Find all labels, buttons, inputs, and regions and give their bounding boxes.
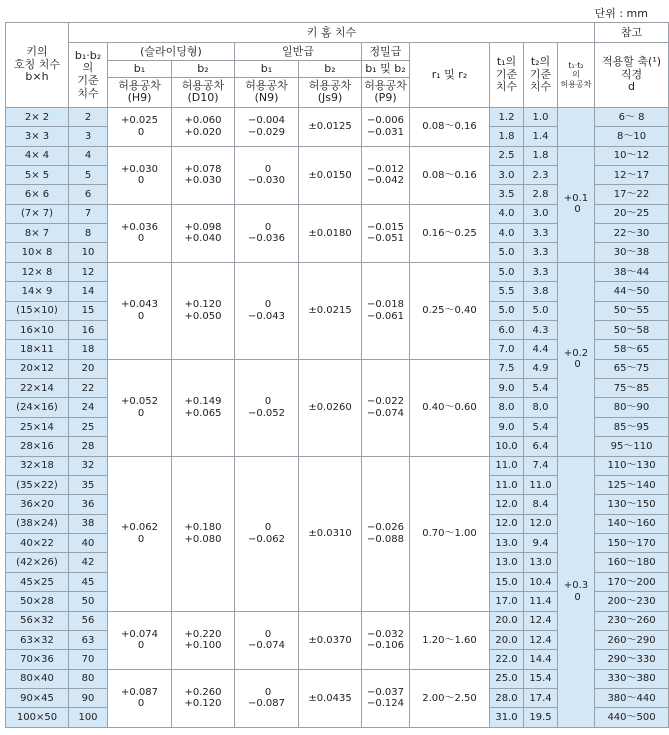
cell-tol-js9: ±0.0260 <box>299 359 362 456</box>
cell-b-basic: 70 <box>69 650 108 669</box>
cell-nominal: 28×16 <box>6 437 69 456</box>
cell-nominal: 70×36 <box>6 650 69 669</box>
cell-tol-js9: ±0.0180 <box>299 204 362 262</box>
cell-b-basic: 22 <box>69 379 108 398</box>
cell-nominal: 18×11 <box>6 340 69 359</box>
cell-tol-d10: +0.180 +0.080 <box>172 456 235 611</box>
cell-b-basic: 16 <box>69 320 108 339</box>
cell-shaft-diameter: 140～160 <box>595 514 669 533</box>
cell-tol-n9: 0 −0.052 <box>235 359 299 456</box>
cell-t1-basic: 4.0 <box>490 204 524 223</box>
cell-t2-basic: 2.3 <box>524 165 558 184</box>
cell-t1-basic: 17.0 <box>490 592 524 611</box>
cell-tol-js9: ±0.0310 <box>299 456 362 611</box>
cell-b-basic: 28 <box>69 437 108 456</box>
cell-t2-basic: 15.4 <box>524 669 558 688</box>
cell-b-basic: 45 <box>69 572 108 591</box>
cell-t1-basic: 22.0 <box>490 650 524 669</box>
cell-b-basic: 7 <box>69 204 108 223</box>
cell-b-basic: 6 <box>69 185 108 204</box>
cell-tol-n9: 0 −0.043 <box>235 262 299 359</box>
header-sliding: (슬라이딩형) <box>108 43 235 61</box>
cell-nominal: 2× 2 <box>6 107 69 126</box>
cell-t1-basic: 20.0 <box>490 630 524 649</box>
header-sub-b1: b₁ <box>235 61 299 77</box>
cell-nominal: 80×40 <box>6 669 69 688</box>
cell-t2-basic: 3.3 <box>524 262 558 281</box>
cell-nominal: 12× 8 <box>6 262 69 281</box>
cell-shaft-diameter: 38～44 <box>595 262 669 281</box>
header-sub-b2: b₂ <box>299 61 362 77</box>
cell-shaft-diameter: 58～65 <box>595 340 669 359</box>
cell-nominal: (15×10) <box>6 301 69 320</box>
cell-b-basic: 50 <box>69 592 108 611</box>
cell-t1-basic: 10.0 <box>490 437 524 456</box>
cell-t1t2-tolerance: +0.2 0 <box>558 262 595 456</box>
cell-shaft-diameter: 160～180 <box>595 553 669 572</box>
cell-tol-p9: −0.026 −0.088 <box>362 456 410 611</box>
cell-shaft-diameter: 30～38 <box>595 243 669 262</box>
cell-tol-h9: +0.087 0 <box>108 669 172 727</box>
cell-shaft-diameter: 440～500 <box>595 708 669 728</box>
header-t2-basic: t₂의 기준 치수 <box>524 43 558 108</box>
cell-shaft-diameter: 44～50 <box>595 282 669 301</box>
cell-nominal: 16×10 <box>6 320 69 339</box>
cell-tol-d10: +0.149 +0.065 <box>172 359 235 456</box>
header-tol-n9: 허용공차 (N9) <box>235 77 299 107</box>
cell-tol-h9: +0.074 0 <box>108 611 172 669</box>
cell-shaft-diameter: 65～75 <box>595 359 669 378</box>
cell-t2-basic: 11.0 <box>524 475 558 494</box>
cell-t2-basic: 4.9 <box>524 359 558 378</box>
cell-r1r2: 1.20～1.60 <box>410 611 490 669</box>
cell-shaft-diameter: 130～150 <box>595 495 669 514</box>
cell-tol-h9: +0.062 0 <box>108 456 172 611</box>
header-sub-b1b2: b₁ 및 b₂ <box>362 61 410 77</box>
header-precision: 정밀급 <box>362 43 410 61</box>
cell-t1t2-tolerance: +0.3 0 <box>558 456 595 727</box>
cell-nominal: 22×14 <box>6 379 69 398</box>
table-row <box>6 107 669 126</box>
cell-tol-js9: ±0.0215 <box>299 262 362 359</box>
cell-nominal: 50×28 <box>6 592 69 611</box>
cell-tol-js9: ±0.0125 <box>299 107 362 146</box>
cell-t2-basic: 12.4 <box>524 630 558 649</box>
cell-nominal: (38×24) <box>6 514 69 533</box>
cell-t2-basic: 8.4 <box>524 495 558 514</box>
cell-t2-basic: 4.4 <box>524 340 558 359</box>
cell-nominal: 100×50 <box>6 708 69 728</box>
cell-nominal: (7× 7) <box>6 204 69 223</box>
cell-shaft-diameter: 85～95 <box>595 417 669 436</box>
cell-nominal: (42×26) <box>6 553 69 572</box>
cell-t1-basic: 20.0 <box>490 611 524 630</box>
cell-t2-basic: 5.0 <box>524 301 558 320</box>
cell-t2-basic: 7.4 <box>524 456 558 475</box>
cell-b-basic: 35 <box>69 475 108 494</box>
cell-t2-basic: 13.0 <box>524 553 558 572</box>
cell-shaft-diameter: 50～58 <box>595 320 669 339</box>
header-t1t2-tolerance: t₁·t₂ 의 허용공차 <box>558 43 595 108</box>
cell-tol-p9: −0.006 −0.031 <box>362 107 410 146</box>
cell-nominal: 3× 3 <box>6 127 69 146</box>
cell-shaft-diameter: 290～330 <box>595 650 669 669</box>
cell-t1-basic: 15.0 <box>490 572 524 591</box>
cell-b-basic: 36 <box>69 495 108 514</box>
cell-t2-basic: 10.4 <box>524 572 558 591</box>
cell-nominal: (24×16) <box>6 398 69 417</box>
cell-t1-basic: 3.0 <box>490 165 524 184</box>
cell-t1-basic: 5.0 <box>490 301 524 320</box>
cell-b-basic: 63 <box>69 630 108 649</box>
cell-t2-basic: 12.0 <box>524 514 558 533</box>
cell-t1-basic: 28.0 <box>490 689 524 708</box>
cell-tol-p9: −0.032 −0.106 <box>362 611 410 669</box>
cell-tol-p9: −0.022 −0.074 <box>362 359 410 456</box>
cell-b-basic: 5 <box>69 165 108 184</box>
header-reference: 참고 <box>595 23 669 43</box>
cell-r1r2: 0.08～0.16 <box>410 107 490 146</box>
cell-b-basic: 40 <box>69 534 108 553</box>
cell-b-basic: 15 <box>69 301 108 320</box>
cell-t2-basic: 3.3 <box>524 243 558 262</box>
header-sub-b1: b₁ <box>108 61 172 77</box>
cell-t1-basic: 31.0 <box>490 708 524 728</box>
cell-b-basic: 90 <box>69 689 108 708</box>
cell-t2-basic: 5.4 <box>524 417 558 436</box>
cell-tol-h9: +0.025 0 <box>108 107 172 146</box>
cell-t2-basic: 8.0 <box>524 398 558 417</box>
cell-tol-js9: ±0.0370 <box>299 611 362 669</box>
cell-shaft-diameter: 50～55 <box>595 301 669 320</box>
cell-t1-basic: 1.8 <box>490 127 524 146</box>
cell-t2-basic: 3.8 <box>524 282 558 301</box>
cell-shaft-diameter: 95～110 <box>595 437 669 456</box>
header-shaft-diameter: 적용할 축(¹) 직경 d <box>595 43 669 108</box>
cell-tol-p9: −0.037 −0.124 <box>362 669 410 727</box>
key-dimension-table <box>5 22 669 728</box>
cell-b-basic: 38 <box>69 514 108 533</box>
cell-b-basic: 2 <box>69 107 108 126</box>
cell-t1-basic: 9.0 <box>490 417 524 436</box>
cell-t1-basic: 6.0 <box>490 320 524 339</box>
cell-t1-basic: 25.0 <box>490 669 524 688</box>
cell-nominal: 10× 8 <box>6 243 69 262</box>
cell-tol-d10: +0.220 +0.100 <box>172 611 235 669</box>
cell-shaft-diameter: 22～30 <box>595 224 669 243</box>
cell-tol-js9: ±0.0435 <box>299 669 362 727</box>
cell-t1-basic: 9.0 <box>490 379 524 398</box>
cell-t2-basic: 5.4 <box>524 379 558 398</box>
cell-t2-basic: 14.4 <box>524 650 558 669</box>
cell-t1t2-tolerance <box>558 107 595 146</box>
header-b1b2-basic: b₁·b₂ 의 기준 치수 <box>69 43 108 108</box>
cell-nominal: 63×32 <box>6 630 69 649</box>
cell-nominal: 5× 5 <box>6 165 69 184</box>
cell-r1r2: 0.40～0.60 <box>410 359 490 456</box>
cell-t2-basic: 9.4 <box>524 534 558 553</box>
cell-tol-h9: +0.030 0 <box>108 146 172 204</box>
cell-t1t2-tolerance: +0.1 0 <box>558 146 595 262</box>
header-nominal: 키의 호칭 치수 b×h <box>6 23 69 108</box>
cell-t1-basic: 8.0 <box>490 398 524 417</box>
cell-shaft-diameter: 125～140 <box>595 475 669 494</box>
header-sub-b2: b₂ <box>172 61 235 77</box>
cell-t1-basic: 5.5 <box>490 282 524 301</box>
cell-shaft-diameter: 20～25 <box>595 204 669 223</box>
header-tol-d10: 허용공차 (D10) <box>172 77 235 107</box>
cell-b-basic: 32 <box>69 456 108 475</box>
cell-b-basic: 4 <box>69 146 108 165</box>
cell-shaft-diameter: 150～170 <box>595 534 669 553</box>
header-key-groove: 키 홈 치수 <box>69 23 595 43</box>
cell-t1-basic: 12.0 <box>490 495 524 514</box>
cell-tol-d10: +0.098 +0.040 <box>172 204 235 262</box>
cell-shaft-diameter: 200～230 <box>595 592 669 611</box>
cell-shaft-diameter: 12～17 <box>595 165 669 184</box>
cell-t2-basic: 11.4 <box>524 592 558 611</box>
cell-t1-basic: 12.0 <box>490 514 524 533</box>
cell-t1-basic: 2.5 <box>490 146 524 165</box>
cell-b-basic: 100 <box>69 708 108 728</box>
cell-r1r2: 0.25～0.40 <box>410 262 490 359</box>
cell-shaft-diameter: 75～85 <box>595 379 669 398</box>
cell-r1r2: 0.16～0.25 <box>410 204 490 262</box>
cell-nominal: 32×18 <box>6 456 69 475</box>
cell-r1r2: 2.00～2.50 <box>410 669 490 727</box>
cell-t1-basic: 3.5 <box>490 185 524 204</box>
cell-shaft-diameter: 8～10 <box>595 127 669 146</box>
cell-tol-js9: ±0.0150 <box>299 146 362 204</box>
cell-b-basic: 8 <box>69 224 108 243</box>
unit-label: 단위 : mm <box>594 7 648 20</box>
header-r1r2: r₁ 및 r₂ <box>410 43 490 108</box>
cell-tol-h9: +0.036 0 <box>108 204 172 262</box>
cell-r1r2: 0.08～0.16 <box>410 146 490 204</box>
cell-nominal: 90×45 <box>6 689 69 708</box>
cell-b-basic: 18 <box>69 340 108 359</box>
cell-nominal: 36×20 <box>6 495 69 514</box>
cell-t2-basic: 17.4 <box>524 689 558 708</box>
cell-b-basic: 42 <box>69 553 108 572</box>
header-tol-js9: 허용공차 (Js9) <box>299 77 362 107</box>
cell-b-basic: 25 <box>69 417 108 436</box>
cell-shaft-diameter: 380～440 <box>595 689 669 708</box>
cell-nominal: 6× 6 <box>6 185 69 204</box>
cell-t2-basic: 6.4 <box>524 437 558 456</box>
cell-nominal: 25×14 <box>6 417 69 436</box>
cell-tol-n9: 0 −0.030 <box>235 146 299 204</box>
cell-t1-basic: 4.0 <box>490 224 524 243</box>
cell-b-basic: 24 <box>69 398 108 417</box>
cell-tol-d10: +0.078 +0.030 <box>172 146 235 204</box>
cell-shaft-diameter: 260～290 <box>595 630 669 649</box>
cell-tol-h9: +0.052 0 <box>108 359 172 456</box>
cell-shaft-diameter: 6～ 8 <box>595 107 669 126</box>
header-tol-h9: 허용공차 (H9) <box>108 77 172 107</box>
cell-t1-basic: 1.2 <box>490 107 524 126</box>
cell-t2-basic: 3.3 <box>524 224 558 243</box>
cell-t2-basic: 1.8 <box>524 146 558 165</box>
cell-t1-basic: 7.5 <box>490 359 524 378</box>
cell-tol-d10: +0.260 +0.120 <box>172 669 235 727</box>
cell-tol-p9: −0.015 −0.051 <box>362 204 410 262</box>
cell-shaft-diameter: 170～200 <box>595 572 669 591</box>
cell-t2-basic: 1.4 <box>524 127 558 146</box>
cell-tol-n9: 0 −0.062 <box>235 456 299 611</box>
cell-t2-basic: 1.0 <box>524 107 558 126</box>
table-row <box>6 456 669 475</box>
cell-tol-d10: +0.060 +0.020 <box>172 107 235 146</box>
cell-b-basic: 56 <box>69 611 108 630</box>
cell-tol-n9: 0 −0.036 <box>235 204 299 262</box>
cell-b-basic: 3 <box>69 127 108 146</box>
header-t1-basic: t₁의 기준 치수 <box>490 43 524 108</box>
cell-shaft-diameter: 230～260 <box>595 611 669 630</box>
cell-tol-p9: −0.012 −0.042 <box>362 146 410 204</box>
cell-t2-basic: 19.5 <box>524 708 558 728</box>
cell-t1-basic: 11.0 <box>490 475 524 494</box>
cell-t1-basic: 5.0 <box>490 243 524 262</box>
cell-t1-basic: 7.0 <box>490 340 524 359</box>
cell-nominal: 45×25 <box>6 572 69 591</box>
cell-shaft-diameter: 80～90 <box>595 398 669 417</box>
cell-nominal: 14× 9 <box>6 282 69 301</box>
cell-tol-n9: 0 −0.087 <box>235 669 299 727</box>
cell-t1-basic: 13.0 <box>490 553 524 572</box>
cell-t1-basic: 13.0 <box>490 534 524 553</box>
cell-t2-basic: 2.8 <box>524 185 558 204</box>
header-normal: 일반급 <box>235 43 362 61</box>
cell-t2-basic: 12.4 <box>524 611 558 630</box>
cell-tol-p9: −0.018 −0.061 <box>362 262 410 359</box>
cell-shaft-diameter: 17～22 <box>595 185 669 204</box>
cell-b-basic: 14 <box>69 282 108 301</box>
table-row <box>6 262 669 281</box>
cell-tol-h9: +0.043 0 <box>108 262 172 359</box>
cell-b-basic: 12 <box>69 262 108 281</box>
cell-r1r2: 0.70～1.00 <box>410 456 490 611</box>
cell-t1-basic: 11.0 <box>490 456 524 475</box>
cell-b-basic: 20 <box>69 359 108 378</box>
table-row <box>6 146 669 165</box>
cell-t2-basic: 3.0 <box>524 204 558 223</box>
cell-shaft-diameter: 330～380 <box>595 669 669 688</box>
cell-nominal: 56×32 <box>6 611 69 630</box>
cell-nominal: 8× 7 <box>6 224 69 243</box>
cell-b-basic: 10 <box>69 243 108 262</box>
cell-shaft-diameter: 10～12 <box>595 146 669 165</box>
cell-shaft-diameter: 110～130 <box>595 456 669 475</box>
cell-nominal: (35×22) <box>6 475 69 494</box>
cell-tol-n9: −0.004 −0.029 <box>235 107 299 146</box>
cell-b-basic: 80 <box>69 669 108 688</box>
cell-t2-basic: 4.3 <box>524 320 558 339</box>
cell-nominal: 20×12 <box>6 359 69 378</box>
header-tol-p9: 허용공차 (P9) <box>362 77 410 107</box>
cell-nominal: 4× 4 <box>6 146 69 165</box>
cell-tol-n9: 0 −0.074 <box>235 611 299 669</box>
cell-t1-basic: 5.0 <box>490 262 524 281</box>
cell-nominal: 40×22 <box>6 534 69 553</box>
cell-tol-d10: +0.120 +0.050 <box>172 262 235 359</box>
